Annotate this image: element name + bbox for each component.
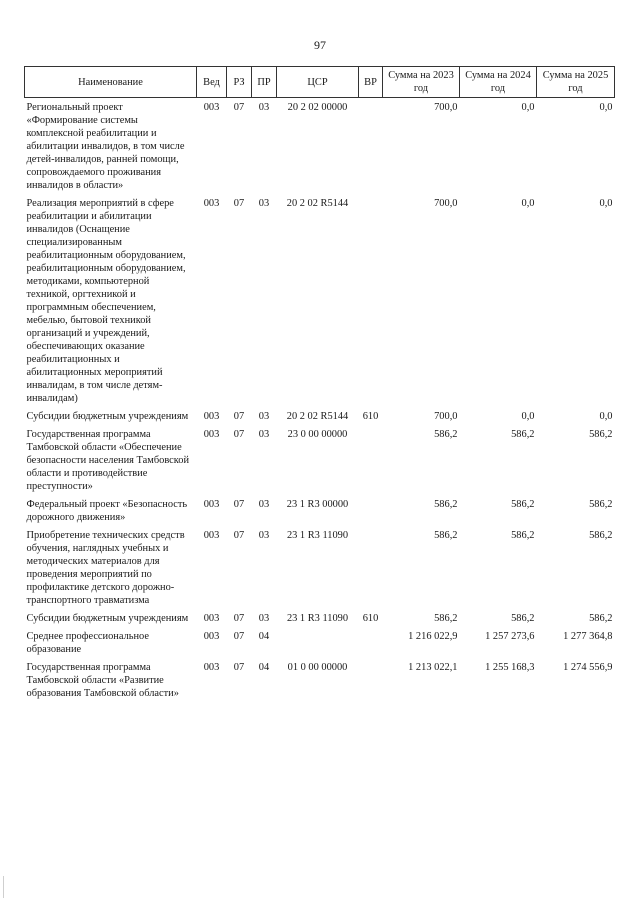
row-sum-2024: 586,2 bbox=[511, 499, 535, 510]
row-rz: 07 bbox=[233, 613, 245, 624]
header-sum-2024: Сумма на 2024 год bbox=[460, 67, 537, 98]
row-rz: 07 bbox=[233, 662, 245, 673]
row-sum-2024: 0,0 bbox=[521, 102, 535, 113]
row-sum-2023: 700,0 bbox=[434, 102, 458, 113]
row-pr: 03 bbox=[258, 198, 270, 209]
table-row bbox=[25, 410, 615, 428]
row-sum-2025: 586,2 bbox=[589, 429, 613, 440]
row-csr: 23 1 R3 11090 bbox=[286, 613, 349, 624]
row-ved: 003 bbox=[203, 613, 220, 624]
row-sum-2024: 0,0 bbox=[521, 198, 535, 209]
row-rz: 07 bbox=[233, 631, 245, 642]
row-vr bbox=[359, 529, 383, 612]
row-ved: 003 bbox=[203, 662, 220, 673]
row-vr bbox=[359, 98, 383, 198]
header-pr: ПР bbox=[252, 67, 277, 98]
row-vr bbox=[359, 630, 383, 661]
row-rz: 07 bbox=[233, 499, 245, 510]
row-ved: 003 bbox=[203, 429, 220, 440]
row-sum-2023: 586,2 bbox=[434, 530, 458, 541]
row-sum-2024: 586,2 bbox=[511, 530, 535, 541]
row-sum-2024: 586,2 bbox=[511, 429, 535, 440]
row-sum-2023: 700,0 bbox=[434, 411, 458, 422]
header-vr: ВР bbox=[359, 67, 383, 98]
header-rz: РЗ bbox=[227, 67, 252, 98]
row-sum-2023: 1 216 022,9 bbox=[408, 631, 458, 642]
table-row bbox=[25, 612, 615, 630]
row-sum-2023: 1 213 022,1 bbox=[408, 662, 458, 673]
budget-table bbox=[24, 66, 615, 705]
row-csr: 23 0 00 00000 bbox=[287, 429, 348, 440]
row-csr: 23 1 R3 00000 bbox=[286, 499, 349, 510]
header-sum-2023: Сумма на 2023 год bbox=[383, 67, 460, 98]
row-csr: 20 2 02 R5144 bbox=[286, 198, 349, 209]
table-row bbox=[25, 630, 615, 661]
row-sum-2025: 586,2 bbox=[589, 530, 613, 541]
row-vr: 610 bbox=[362, 411, 379, 422]
row-sum-2024: 1 257 273,6 bbox=[485, 631, 535, 642]
row-vr: 610 bbox=[362, 613, 379, 624]
row-ved: 003 bbox=[203, 411, 220, 422]
scan-edge-mark bbox=[3, 876, 4, 898]
row-csr: 23 1 R3 11090 bbox=[286, 530, 349, 541]
header-sum-2025: Сумма на 2025 год bbox=[537, 67, 615, 98]
table-row bbox=[25, 529, 615, 612]
table-row bbox=[25, 197, 615, 410]
header-ved: Вед bbox=[197, 67, 227, 98]
header-name: Наименование bbox=[25, 67, 197, 98]
row-name: Субсидии бюджетным учреждениям bbox=[26, 411, 189, 422]
row-csr: 20 2 02 00000 bbox=[287, 102, 348, 113]
table-header-row bbox=[25, 67, 615, 98]
table-row bbox=[25, 498, 615, 529]
row-pr: 03 bbox=[258, 102, 270, 113]
row-vr bbox=[359, 197, 383, 410]
row-sum-2023: 586,2 bbox=[434, 429, 458, 440]
page-number: 97 bbox=[314, 38, 326, 52]
row-rz: 07 bbox=[233, 198, 245, 209]
row-name: Приобретение технических средств обучения, наглядных учебных и методических материалов для проведения мероприятий по профилактике детского дорожно-транспортного травматизма bbox=[26, 530, 185, 606]
row-pr: 03 bbox=[258, 429, 270, 440]
row-ved: 003 bbox=[203, 631, 220, 642]
table-row bbox=[25, 428, 615, 498]
row-rz: 07 bbox=[233, 411, 245, 422]
row-vr bbox=[359, 661, 383, 705]
row-sum-2024: 586,2 bbox=[511, 613, 535, 624]
row-name: Государственная программа Тамбовской области «Развитие образования Тамбовской области» bbox=[26, 662, 179, 699]
row-sum-2025: 586,2 bbox=[589, 499, 613, 510]
table-row bbox=[25, 661, 615, 705]
row-pr: 04 bbox=[258, 631, 270, 642]
row-sum-2025: 1 274 556,9 bbox=[563, 662, 613, 673]
row-rz: 07 bbox=[233, 429, 245, 440]
row-name: Реализация мероприятий в сфере реабилитации и абилитации инвалидов (Оснащение специализированным реабилитационным оборудованием, реабилитационным оборудованием, методиками, компьютерной техникой, оргтехникой и программным обеспечением, мебелью, бытовой техникой организаций и учреждений, обеспечивающих оказание реабилитационных и абилитационных мероприятий инвалидам, в том числе детям-инвалидам) bbox=[26, 198, 186, 404]
row-rz: 07 bbox=[233, 102, 245, 113]
row-pr: 04 bbox=[258, 662, 270, 673]
row-ved: 003 bbox=[203, 499, 220, 510]
row-name: Федеральный проект «Безопасность дорожного движения» bbox=[26, 499, 188, 523]
row-sum-2023: 586,2 bbox=[434, 499, 458, 510]
row-sum-2025: 0,0 bbox=[599, 198, 613, 209]
row-ved: 003 bbox=[203, 102, 220, 113]
row-csr: 20 2 02 R5144 bbox=[286, 411, 349, 422]
row-pr: 03 bbox=[258, 499, 270, 510]
row-rz: 07 bbox=[233, 530, 245, 541]
row-sum-2025: 1 277 364,8 bbox=[563, 631, 613, 642]
row-sum-2025: 0,0 bbox=[599, 411, 613, 422]
row-sum-2025: 0,0 bbox=[599, 102, 613, 113]
row-sum-2024: 1 255 168,3 bbox=[485, 662, 535, 673]
row-ved: 003 bbox=[203, 198, 220, 209]
row-sum-2023: 586,2 bbox=[434, 613, 458, 624]
row-name: Среднее профессиональное образование bbox=[26, 631, 149, 655]
row-pr: 03 bbox=[258, 411, 270, 422]
row-sum-2025: 586,2 bbox=[589, 613, 613, 624]
row-name: Государственная программа Тамбовской области «Обеспечение безопасности населения Тамбовской области и противодействие преступности» bbox=[26, 429, 190, 492]
row-ved: 003 bbox=[203, 530, 220, 541]
header-csr: ЦСР bbox=[277, 67, 359, 98]
row-pr: 03 bbox=[258, 530, 270, 541]
row-vr bbox=[359, 498, 383, 529]
table-row bbox=[25, 98, 615, 198]
row-sum-2023: 700,0 bbox=[434, 198, 458, 209]
row-csr: 01 0 00 00000 bbox=[287, 662, 348, 673]
row-name: Субсидии бюджетным учреждениям bbox=[26, 613, 189, 624]
row-name: Региональный проект «Формирование системы комплексной реабилитации и абилитации инвалидов, в том числе детей-инвалидов, ранней помощи, сопровождаемого проживания инвалидов в области» bbox=[26, 102, 185, 191]
row-sum-2024: 0,0 bbox=[521, 411, 535, 422]
row-vr bbox=[359, 428, 383, 498]
row-pr: 03 bbox=[258, 613, 270, 624]
row-csr bbox=[277, 630, 359, 661]
